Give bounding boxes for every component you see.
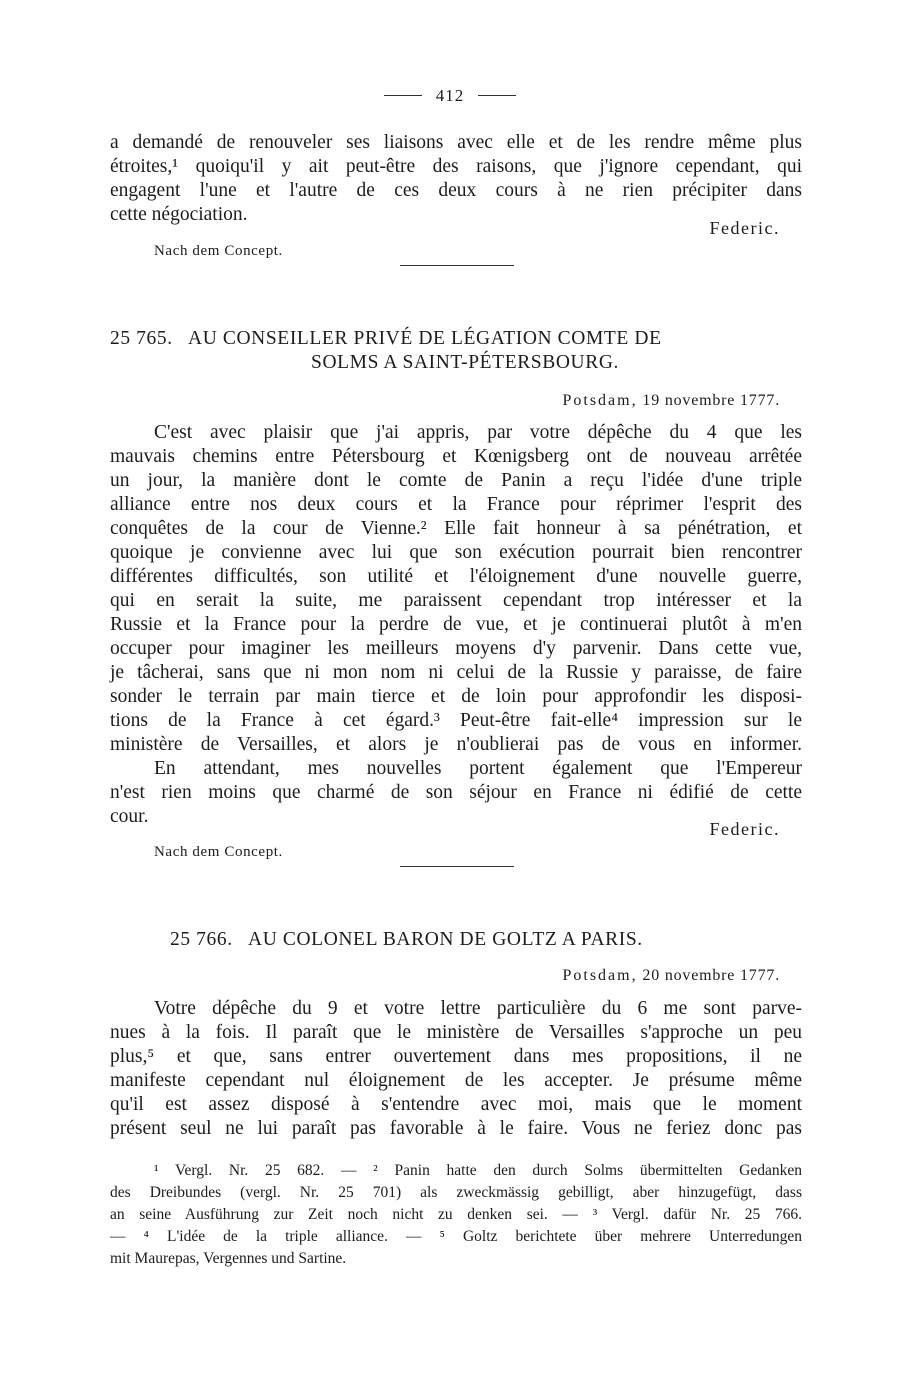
text-line: mauvais chemins entre Pétersbourg et Kœnigsberg ont de nouveau arrêtée <box>110 446 802 467</box>
footnotes <box>110 1160 802 1270</box>
page-number <box>0 86 900 106</box>
separator-rule <box>400 866 514 867</box>
source-note: Nach dem Concept. <box>154 844 283 860</box>
separator-rule <box>400 265 514 266</box>
signature: Federic. <box>709 218 780 238</box>
text-line: nues à la fois. Il paraît que le ministère de Versailles s'approche un peu <box>110 1022 802 1043</box>
dateline <box>562 392 780 410</box>
text-line: Russie et la France pour la perdre de vue, et je continuerai plutôt à m'en <box>110 614 802 635</box>
text-line: cette négociation. <box>110 204 248 225</box>
letter-heading: 25 765. AU CONSEILLER PRIVÉ DE LÉGATION COMTE DE <box>110 328 662 349</box>
letter-heading-continued: SOLMS A SAINT-PÉTERSBOURG. <box>311 352 619 373</box>
text-line: manifeste cependant nul éloignement de les accepter. Je présume même <box>110 1070 802 1091</box>
footnote-line: — ⁴ L'idée de la triple alliance. — ⁵ Goltz berichtete über mehrere Unterredungen <box>110 1228 802 1245</box>
text-line: occuper pour imaginer les meilleurs moyens d'y parvenir. Dans cette vue, <box>110 638 802 659</box>
text-line: étroites,¹ quoiqu'il y ait peut-être des raisons, que j'ignore cependant, qui <box>110 156 802 177</box>
text-line: a demandé de renouveler ses liaisons avec elle et de les rendre même plus <box>110 132 802 153</box>
dateline-place: Potsdam, <box>562 392 638 409</box>
page-number-dash-right <box>478 95 516 96</box>
text-line: je tâcherai, sans que ni mon nom ni celui de la Russie y paraisse, de faire <box>110 662 802 683</box>
text-line: En attendant, mes nouvelles portent également que l'Empereur <box>154 758 802 779</box>
text-line: alliance entre nos deux cours et la France pour réprimer l'esprit des <box>110 494 802 515</box>
letter-paragraph <box>110 997 802 1141</box>
dateline-place: Potsdam, <box>562 967 638 984</box>
text-line: C'est avec plaisir que j'ai appris, par votre dépêche du 4 que les <box>154 422 802 443</box>
text-line: cour. <box>110 806 149 827</box>
text-line: quoique je convienne avec lui que son exécution pourrait bien rencontrer <box>110 542 802 563</box>
footnote-line: ¹ Vergl. Nr. 25 682. — ² Panin hatte den durch Solms übermittelten Gedanken <box>154 1162 802 1179</box>
text-line: Votre dépêche du 9 et votre lettre particulière du 6 me sont parve- <box>154 998 802 1019</box>
previous-letter-text <box>110 131 802 227</box>
text-line: conquêtes de la cour de Vienne.² Elle fait honneur à sa pénétration, et <box>110 518 802 539</box>
source-note: Nach dem Concept. <box>154 243 283 259</box>
page-number-text: 412 <box>435 86 465 105</box>
letter-heading: 25 766. AU COLONEL BARON DE GOLTZ A PARIS. <box>170 929 643 950</box>
text-line: présent seul ne lui paraît pas favorable à le faire. Vous ne feriez donc pas <box>110 1118 802 1139</box>
signature: Federic. <box>709 819 780 839</box>
text-line: qui en serait la suite, me paraissent cependant trop intéresser et la <box>110 590 802 611</box>
text-line: n'est rien moins que charmé de son séjour en France ni édifié de cette <box>110 782 802 803</box>
dateline <box>562 967 780 985</box>
text-line: engagent l'une et l'autre de ces deux cours à ne rien précipiter dans <box>110 180 802 201</box>
text-line: ministère de Versailles, et alors je n'oublierai pas de vous en informer. <box>110 734 802 755</box>
dateline-date: 19 novembre 1777. <box>642 392 780 409</box>
footnote-line: mit Maurepas, Vergennes und Sartine. <box>110 1250 347 1267</box>
text-line: différentes difficultés, son utilité et l'éloignement d'une nouvelle guerre, <box>110 566 802 587</box>
text-line: un jour, la manière dont le comte de Panin a reçu l'idée d'une triple <box>110 470 802 491</box>
text-line: plus,⁵ et que, sans entrer ouvertement dans mes propositions, il ne <box>110 1046 802 1067</box>
text-line: qu'il est assez disposé à s'entendre avec moi, mais que le moment <box>110 1094 802 1115</box>
footnote-line: des Dreibundes (vergl. Nr. 25 701) als zweckmässig gebilligt, aber hinzugefügt, dass <box>110 1184 802 1201</box>
dateline-date: 20 novembre 1777. <box>642 967 780 984</box>
letter-paragraph <box>110 421 802 829</box>
text-line: sonder le terrain par main tierce et de loin pour approfondir les disposi- <box>110 686 802 707</box>
page-number-dash-left <box>384 95 422 96</box>
footnote-line: an seine Ausführung zur Zeit noch nicht zu denken sei. — ³ Vergl. dafür Nr. 25 766. <box>110 1206 802 1223</box>
text-line: tions de la France à cet égard.³ Peut-être fait-elle⁴ impression sur le <box>110 710 802 731</box>
